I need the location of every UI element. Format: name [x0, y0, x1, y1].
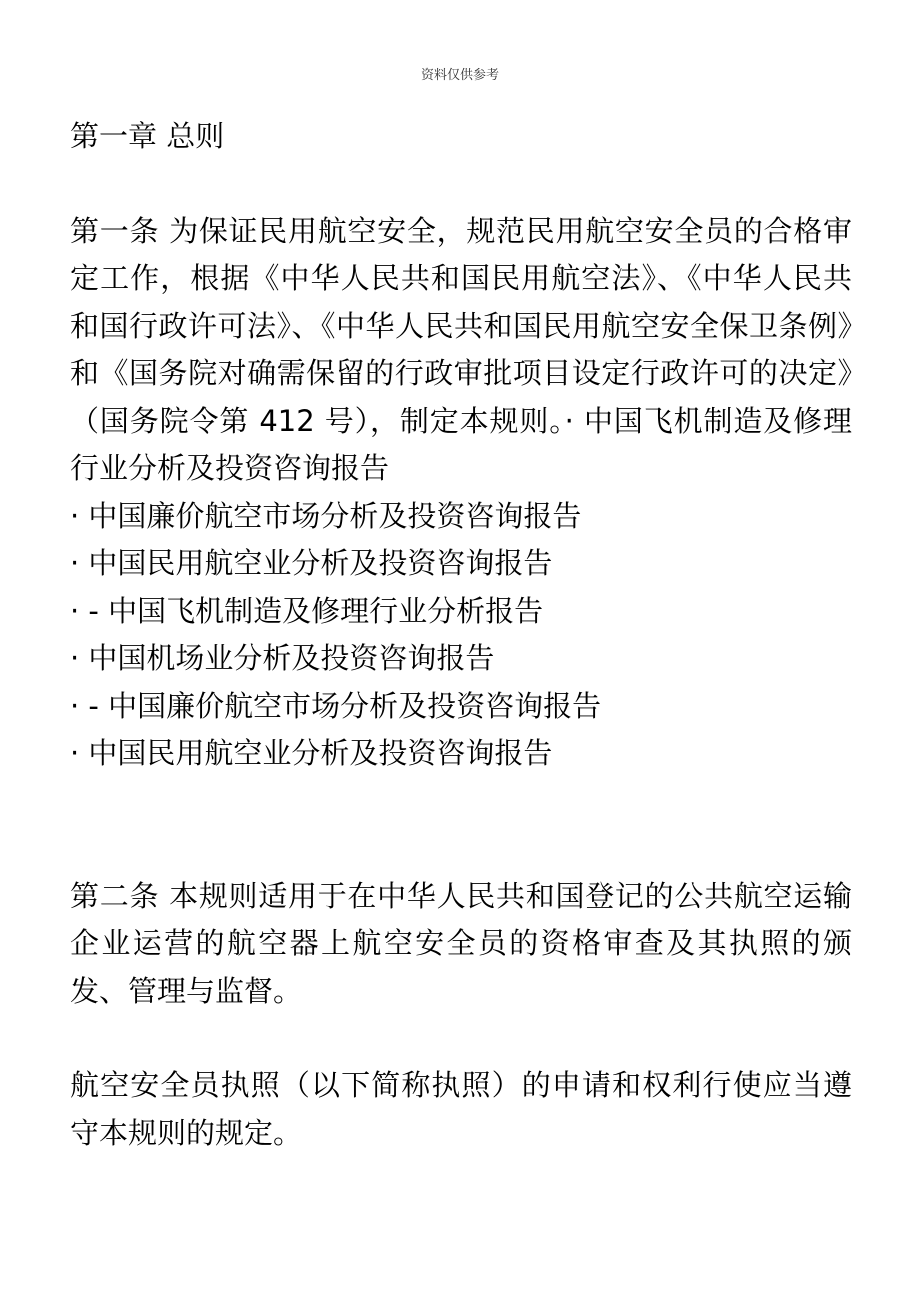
article-2: 第二条 本规则适用于在中华人民共和国登记的公共航空运输企业运营的航空器上航空安全员的资格审查及其执照的颁发、管理与监督。 — [70, 878, 852, 1008]
chapter-title: 第一章 总则 — [70, 119, 225, 153]
list-item: · 中国机场业分析及投资咨询报告 — [70, 641, 495, 675]
watermark: zixin.com.cn — [488, 601, 787, 659]
spacer — [70, 778, 852, 873]
list-item: · 中国民用航空业分析及投资咨询报告 — [70, 736, 553, 770]
paragraph-3: 航空安全员执照（以下简称执照）的申请和权利行使应当遵守本规则的规定。 — [70, 1068, 852, 1150]
document-body — [70, 113, 852, 1157]
list-item: · - 中国飞机制造及修理行业分析报告 — [70, 593, 544, 628]
related-links-list — [70, 493, 852, 778]
list-item: · - 中国廉价航空市场分析及投资咨询报告 — [70, 688, 602, 723]
list-item: · 中国民用航空业分析及投资咨询报告 — [70, 546, 553, 580]
article-1: 第一条 为保证民用航空安全，规范民用航空安全员的合格审定工作，根据《中华人民共和国民用航空法》、《中华人民共和国行政许可法》、《中华人民共和国民用航空安全保卫条例》和《国务院对确需保留的行政审批项目设定行政许可的决定》（国务院令第 412 号），制定本规则。· 中国飞机制造及修理行业分析及投资咨询报告 — [70, 213, 852, 485]
list-item: · 中国廉价航空市场分析及投资咨询报告 — [70, 498, 582, 533]
page-header-note: 资料仅供参考 — [420, 68, 499, 83]
spacer — [70, 1015, 852, 1062]
